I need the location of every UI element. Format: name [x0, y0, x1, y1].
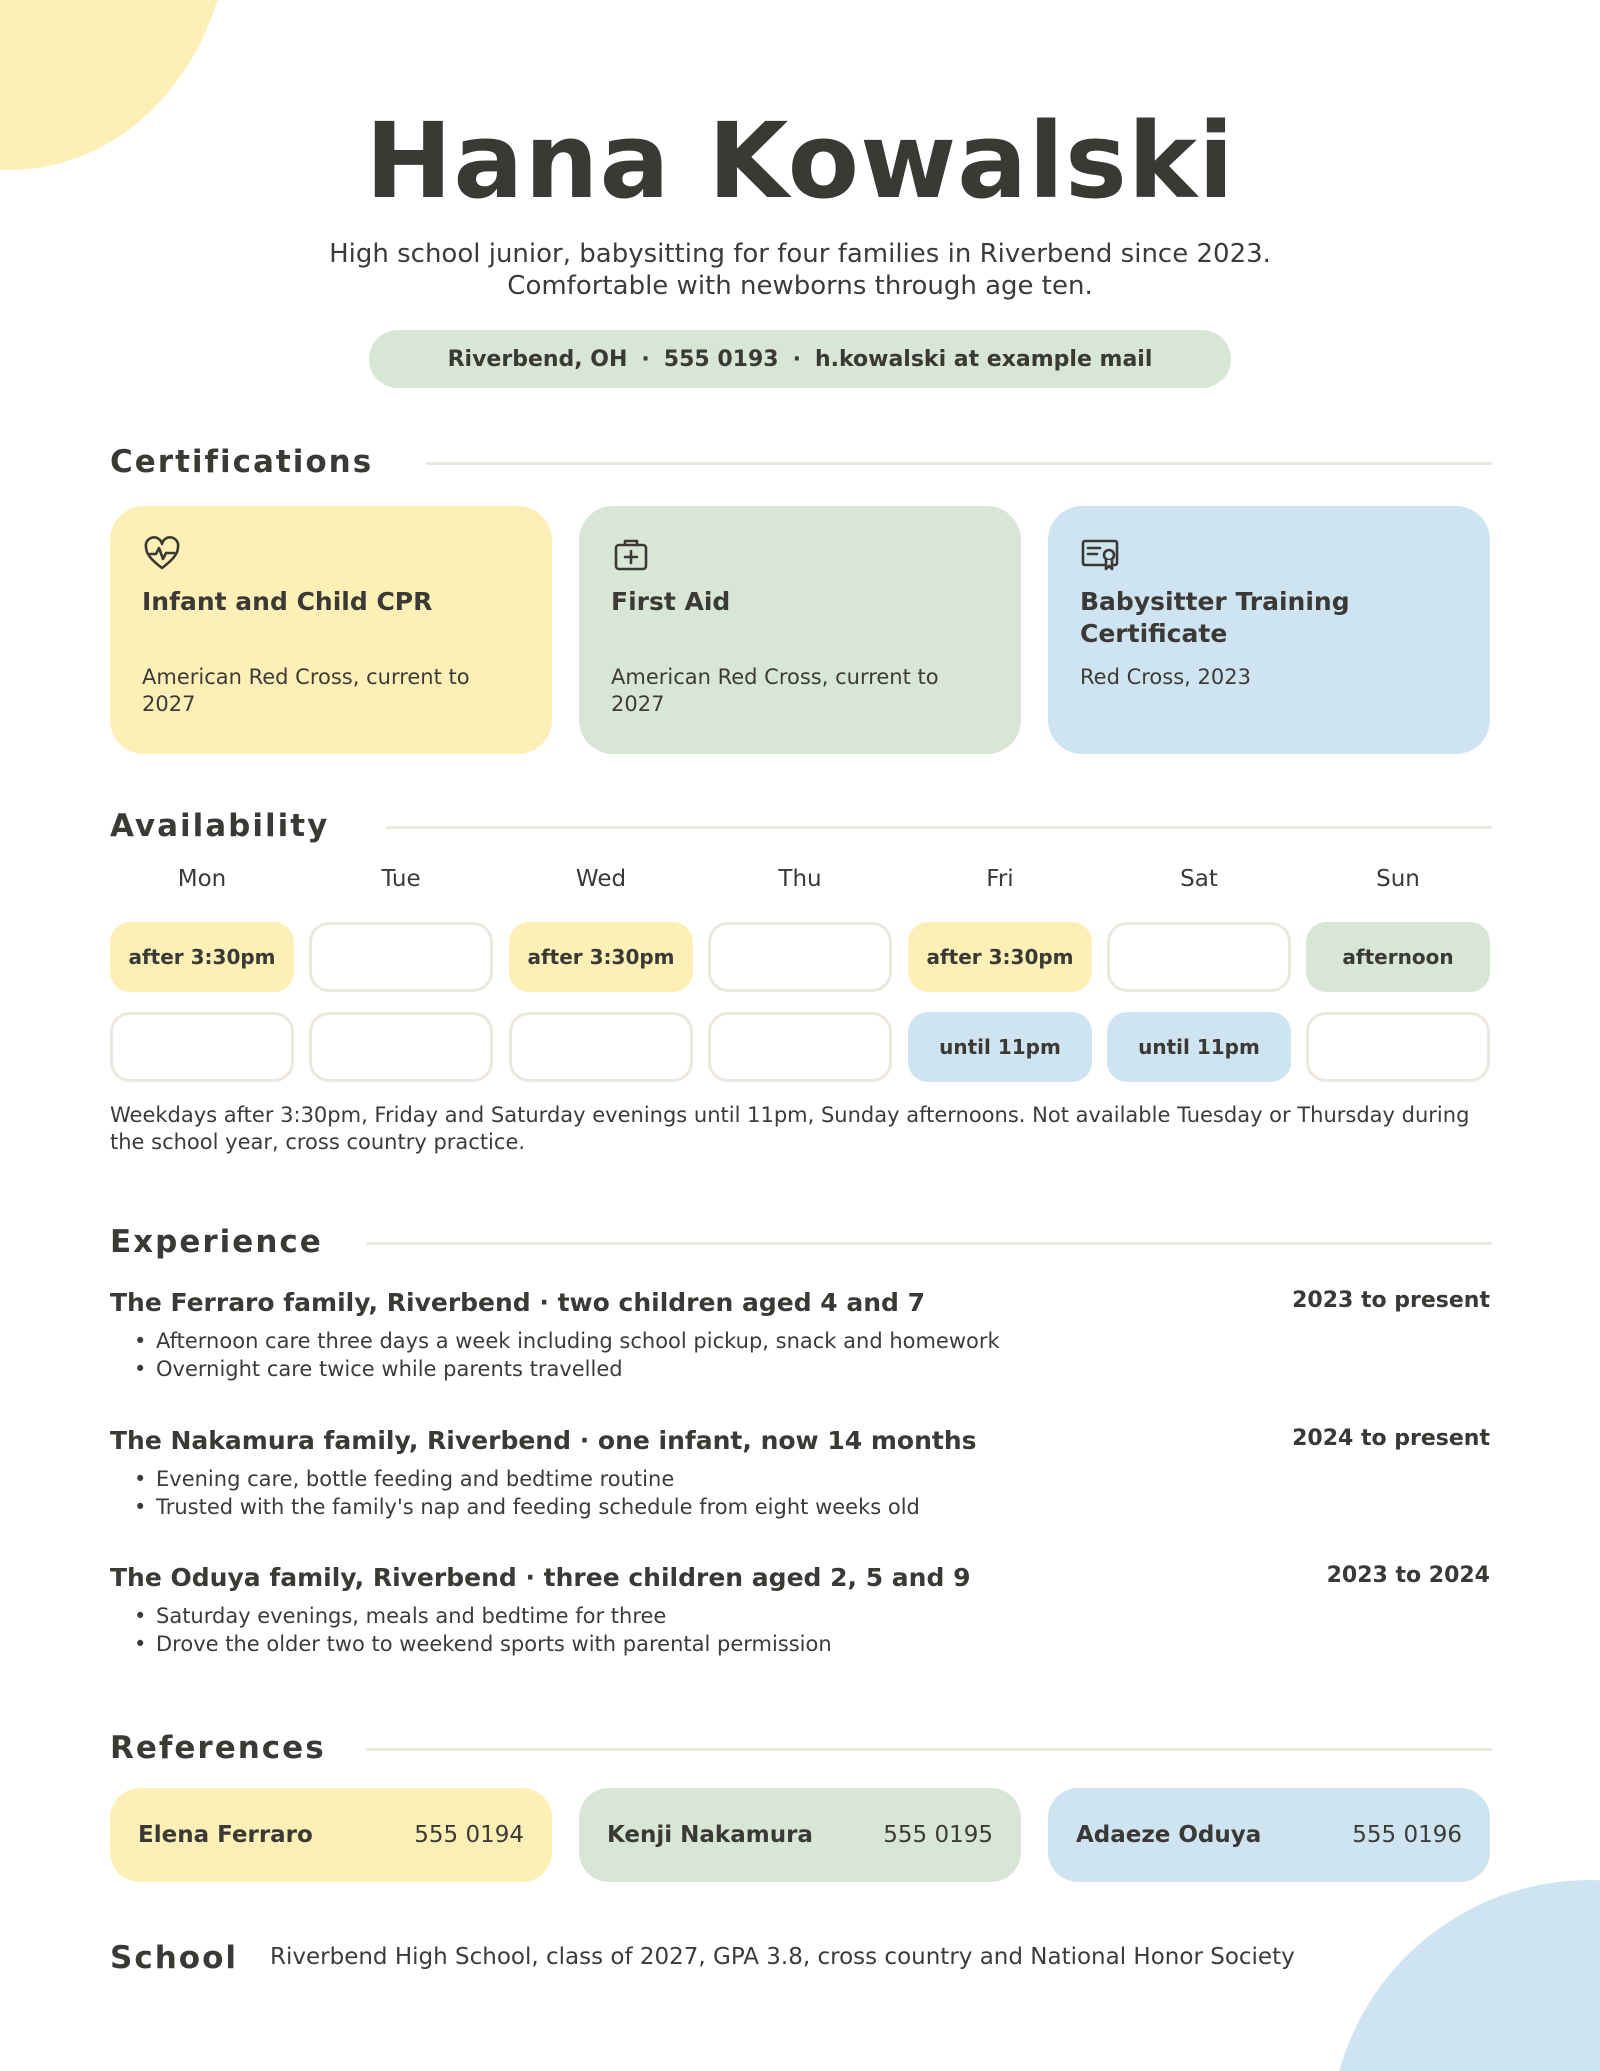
slot-fri-2: until 11pm: [908, 1012, 1092, 1082]
cert-issuer: American Red Cross, current to 2027: [611, 665, 939, 716]
contact-separator: ·: [792, 346, 801, 372]
job-dates: 2023 to present: [1292, 1288, 1490, 1313]
slot-sun-1: afternoon: [1306, 922, 1490, 992]
contact-phone: 555 0193: [663, 346, 779, 372]
job-bullet: • Saturday evenings, meals and bedtime for three: [134, 1602, 1490, 1630]
reference-phone: 555 0194: [414, 1822, 524, 1848]
reference-card: [579, 1788, 1021, 1882]
job-title: The Nakamura family, Riverbend · one infant, now 14 months: [110, 1426, 977, 1455]
tagline: High school junior, babysitting for four families in Riverbend since 2023. Comfortable with newborns through age ten.: [329, 239, 1271, 301]
section-divider: [366, 1242, 1492, 1245]
cert-title: Infant and Child CPR: [142, 587, 433, 616]
slot-wed-2: [509, 1012, 693, 1082]
job-bullet: • Overnight care twice while parents travelled: [134, 1355, 1490, 1383]
reference-phone: 555 0196: [1352, 1822, 1462, 1848]
job-title: The Ferraro family, Riverbend · two children aged 4 and 7: [110, 1288, 926, 1317]
day-thu: Thu: [778, 866, 822, 892]
day-wed: Wed: [575, 866, 627, 892]
job-entry-nakamura: [110, 1426, 1490, 1521]
job-dates: 2023 to 2024: [1326, 1563, 1490, 1588]
reference-name: Adaeze Oduya: [1076, 1822, 1262, 1848]
job-dates: 2024 to present: [1292, 1426, 1490, 1451]
day-fri: Fri: [986, 866, 1014, 892]
job-bullet: • Afternoon care three days a week including school pickup, snack and homework: [134, 1327, 1490, 1355]
day-mon: Mon: [177, 866, 227, 892]
cert-title: Babysitter Training Certificate: [1080, 587, 1350, 648]
first-aid-kit-icon: [611, 534, 651, 574]
job-entry-ferraro: [110, 1288, 1490, 1383]
job-bullets: [110, 1602, 1490, 1658]
job-bullet: • Evening care, bottle feeding and bedtime routine: [134, 1465, 1490, 1493]
day-tue: Tue: [381, 866, 421, 892]
job-bullet: • Trusted with the family's nap and feeding schedule from eight weeks old: [134, 1493, 1490, 1521]
contact-location: Riverbend, OH: [447, 346, 628, 372]
day-sat: Sat: [1180, 866, 1218, 892]
day-sun: Sun: [1376, 866, 1420, 892]
job-entry-oduya: [110, 1563, 1490, 1658]
cert-issuer: Red Cross, 2023: [1080, 665, 1251, 689]
slot-tue-1: [309, 922, 493, 992]
slot-thu-2: [708, 1012, 892, 1082]
slot-sun-2: [1306, 1012, 1490, 1082]
cert-card-cpr: [110, 506, 552, 754]
section-title-references: References: [110, 1730, 326, 1766]
certificate-icon: [1080, 534, 1120, 574]
section-divider: [426, 462, 1492, 465]
availability-note: Weekdays after 3:30pm, Friday and Saturday evenings until 11pm, Sunday afternoons. Not available Tuesday or Thursday during the school year, cross country practice.: [110, 1103, 1470, 1154]
slot-tue-2: [309, 1012, 493, 1082]
contact-bar: [369, 330, 1231, 388]
slot-sat-2: until 11pm: [1107, 1012, 1291, 1082]
cert-issuer: American Red Cross, current to 2027: [142, 665, 470, 716]
reference-card: [1048, 1788, 1490, 1882]
cert-title: First Aid: [611, 587, 731, 616]
contact-email: h.kowalski at example mail: [814, 346, 1153, 372]
slot-fri-1: after 3:30pm: [908, 922, 1092, 992]
cert-card-babysitter-training: [1048, 506, 1490, 754]
job-bullets: [110, 1327, 1490, 1383]
candidate-name: Hana Kowalski: [365, 100, 1235, 222]
reference-card: [110, 1788, 552, 1882]
heartbeat-icon: [142, 534, 182, 574]
slot-sat-1: [1107, 922, 1291, 992]
job-bullets: [110, 1465, 1490, 1521]
section-title-school: School: [110, 1940, 238, 1976]
job-title: The Oduya family, Riverbend · three children aged 2, 5 and 9: [110, 1563, 971, 1592]
slot-mon-2: [110, 1012, 294, 1082]
school-details: Riverbend High School, class of 2027, GPA 3.8, cross country and National Honor Society: [270, 1944, 1295, 1970]
section-divider: [366, 1748, 1492, 1751]
section-divider: [386, 826, 1492, 829]
contact-separator: ·: [641, 346, 650, 372]
job-bullet: • Drove the older two to weekend sports with parental permission: [134, 1630, 1490, 1658]
section-title-experience: Experience: [110, 1224, 323, 1260]
section-title-certifications: Certifications: [110, 444, 374, 480]
cert-card-first-aid: [579, 506, 1021, 754]
slot-wed-1: after 3:30pm: [509, 922, 693, 992]
section-title-availability: Availability: [110, 808, 330, 844]
reference-name: Elena Ferraro: [138, 1822, 313, 1848]
slot-mon-1: after 3:30pm: [110, 922, 294, 992]
reference-name: Kenji Nakamura: [607, 1822, 813, 1848]
reference-phone: 555 0195: [883, 1822, 993, 1848]
slot-thu-1: [708, 922, 892, 992]
